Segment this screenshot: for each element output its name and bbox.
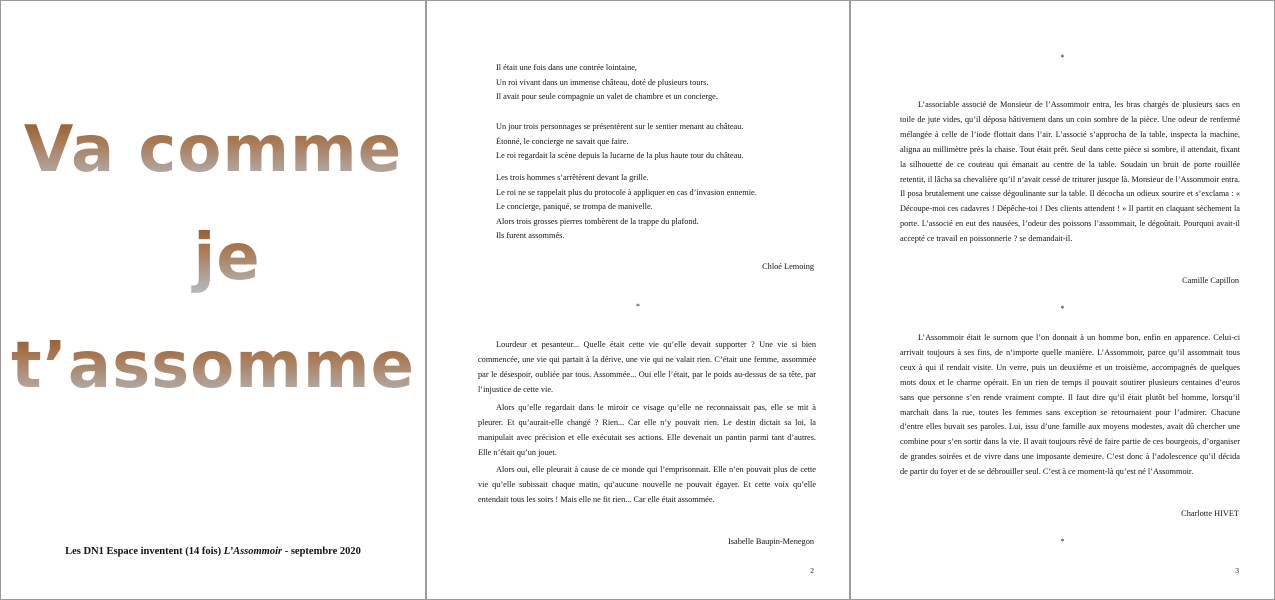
poem-stanza-1 [496, 61, 826, 105]
verse-line: Un jour trois personnages se présentèrent sur le sentier menant au château. [496, 122, 744, 131]
verse-line: Il était une fois dans une contrée lointaine, [496, 63, 637, 72]
verse-line: Le roi ne se rappelait plus du protocole à appliquer en cas d’invasion ennemie. [496, 187, 757, 197]
author-isabelle-baupin-menegon: Isabelle Baupin-Menegon [728, 537, 814, 546]
cover-footer [0, 546, 426, 557]
author-camille-capillon: Camille Capillon [1182, 276, 1239, 285]
paragraph: Alors qu’elle regardait dans le miroir ce visage qu’elle ne reconnaissait pas, elle se mit à pleurer. Et qu’aurait-elle changé ? Rien... Car elle n’y pouvait rien. Le destin dictait sa loi, la manipulait avec précision et elle exécutait ses actions. Elle devenait un pantin parmi tant d’autres. Elle n’était qu’un jouet. [478, 403, 816, 457]
cover-title-line-2: je [28, 204, 426, 312]
poem-stanza-3 [496, 171, 826, 244]
paragraph: L’associable associé de Monsieur de l’Assommoir entra, les bras chargés de plusieurs sacs en toile de jute vides, qu’il déposa hâtivement dans un coin sombre de la pièce. Une odeur de renfermé mélangée à celle de l’iode flottait dans l’air. L’associé s’approcha de la table, inspecta la machine, aligna au millimètre près la chaise. Tout était prêt. Seul dans cette pièce si sombre, il attendait, fixant la silhouette de ce couteau qui émanait au centre de la table. Soudain un bruit de porte rouillée retentit, il lâcha sa chevalière qu’il n’avait cessé de triturer jusque là. Monsieur de l’Assommoir entra. Il posa brutalement une caisse dégoulinante sur la table. Il décocha un odieux sourire et s’exclama : « Découpe-moi ces cadavres ! Dépêche-toi ! Des clients attendent ! » Il partit en claquant sèchement la porte. L’associé en eut des nausées, l’odeur des poissons l’assommait, le dégoûtait. Pourquoi avait-il accepté ce travail en poissonnerie ? se demandait-il. [900, 100, 1240, 244]
verse-line: Étonné, le concierge ne savait que faire. [496, 136, 629, 146]
page-2 [426, 0, 850, 600]
page-3 [850, 0, 1275, 600]
paragraph: Lourdeur et pesanteur... Quelle était cette vie qu’elle devait supporter ? Une vie si bien commencée, une vie qui partait à la dérive, une vie qui ne valait rien. C’était une femme, assommée par le désespoir, oubliée par tous. Assommée... Oui elle l’était, par le poids au-dessus de sa tête, par l’injustice de cette vie. [478, 340, 816, 394]
cover-footer-prefix: Les DN1 Espace inventent (14 fois) [65, 546, 222, 557]
cover-title [0, 96, 426, 420]
section-separator: * [1060, 537, 1065, 546]
cover-footer-suffix: - septembre 2020 [282, 546, 361, 557]
cover-footer-italic: L’Assommoir [223, 546, 283, 557]
section-separator: * [1060, 53, 1065, 62]
cover-title-line-3: t’assomme [0, 312, 426, 420]
verse-line: Ils furent assommés. [496, 231, 565, 241]
section-separator: * [636, 302, 640, 311]
author-chloe-lemoing: Chloé Lemoing [762, 262, 814, 271]
paragraph: Alors oui, elle pleurait à cause de ce monde qui l’emprisonnait. Elle n’en pouvait plus de cette vie qu’elle subissait chaque matin, qu’aucune nouvelle ne pouvait égayer. Et cette voix qu’elle entendait tous les soirs ! Mais elle ne fit rien... Car elle était assommée. [478, 465, 816, 504]
section-separator: * [1060, 304, 1065, 313]
verse-line: Les trois hommes s’arrêtèrent devant la grille. [496, 173, 649, 182]
verse-line: Un roi vivant dans un immense château, doté de plusieurs tours. [496, 77, 709, 87]
verse-line: Il avait pour seule compagnie un valet de chambre et un concierge. [496, 92, 718, 102]
paragraph: L’Assommoir était le surnom que l’on donnait à un homme bon, enfin en apparence. Celui-ci arrivait toujours à ses fins, de n’importe quelle manière. L’Assommoir, parce qu’il assommait tous ceux à qui il rendait visite. Un verre, puis un deuxième et un troisième, accompagnés de quelques mots doux et le charme opérait. En un rien de temps il pouvait soutirer plusieurs centaines d’euros sans que personne s’en rende vraiment compte. Il faut dire qu’il était plutôt bel homme, lorsqu’il marchait dans la rue, toutes les femmes sans exception se retournaient pour l’admirer. Chacune d’entre elles buvait ses paroles. Lui, issu d’une famille aux moyens modestes, avait dû chercher une combine pour s’en sortir dans la vie. Il avait toujours rêvé de faire partie de ces bourgeois, d’organiser de grandes soirées et de vivre dans une imposante demeure. C’est donc à l’adolescence qu’il décida de partir du foyer et de se débrouiller seul. C’est à ce moment-là qu’est né l’Assommoir. [900, 333, 1240, 477]
page-number: 3 [1235, 566, 1239, 575]
page-number: 2 [810, 566, 814, 575]
cover-page [0, 0, 426, 600]
author-charlotte-hivet: Charlotte HIVET [1181, 509, 1239, 518]
verse-line: Le concierge, paniqué, se trompa de manivelle. [496, 202, 653, 212]
cover-title-line-1: Va comme [0, 96, 426, 204]
poem-stanza-2 [496, 120, 826, 164]
verse-line: Alors trois grosses pierres tombèrent de la trappe du plafond. [496, 216, 699, 226]
verse-line: Le roi regardait la scène depuis la lucarne de la plus haute tour du château. [496, 151, 744, 161]
